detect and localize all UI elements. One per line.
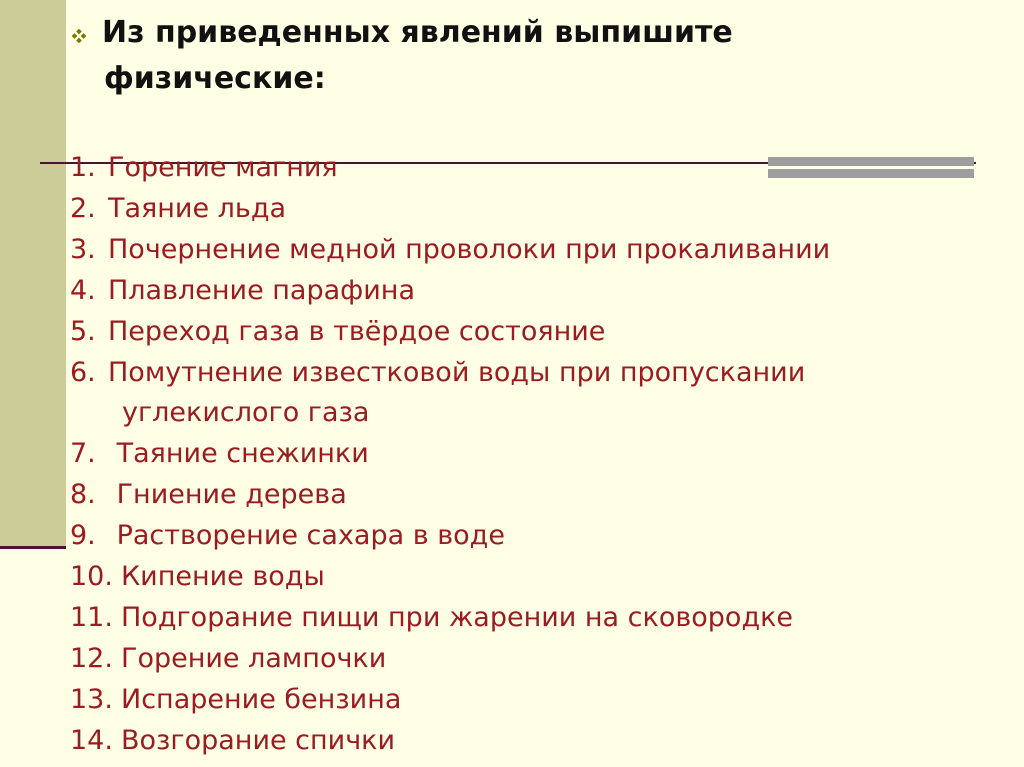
phenomena-list: [70, 148, 1010, 762]
list-item: [70, 312, 1010, 353]
slide-title-line-1: Из приведенных явлений выпишите: [102, 15, 733, 50]
item-text: Почернение медной проволоки при прокаливании: [108, 233, 831, 265]
list-item: [70, 434, 1010, 475]
list-item: [70, 475, 1010, 516]
item-number: 12.: [70, 642, 113, 674]
item-text: Испарение бензина: [121, 683, 402, 715]
item-number: 8.: [70, 479, 96, 511]
list-item-continuation: [70, 393, 1010, 434]
list-item: [70, 721, 1010, 762]
item-number: 10.: [70, 561, 113, 593]
item-number: 3.: [70, 233, 96, 265]
item-text: Подгорание пищи при жарении на сковородке: [121, 601, 794, 633]
item-number: 14.: [70, 724, 113, 756]
item-text: Гниение дерева: [108, 479, 347, 511]
item-text: Растворение сахара в воде: [108, 520, 505, 552]
side-divider-line: [0, 546, 66, 549]
list-item: [70, 271, 1010, 312]
slide-title-line-2: физические:: [104, 61, 326, 96]
item-text-continuation: углекислого газа: [122, 397, 370, 429]
item-number: 4.: [70, 274, 96, 306]
item-text: Таяние льда: [108, 192, 287, 224]
item-text: Горение магния: [108, 152, 338, 183]
item-text: Кипение воды: [121, 561, 325, 593]
item-number: 11.: [70, 601, 113, 633]
list-item: [70, 189, 1010, 230]
list-item: [70, 516, 1010, 557]
item-number: 6.: [70, 356, 96, 388]
item-number: 1.: [70, 152, 96, 183]
list-item: [70, 680, 1010, 721]
item-number: 5.: [70, 315, 96, 347]
list-item: [70, 598, 1010, 639]
item-text: Горение лампочки: [121, 642, 387, 674]
decorative-side-bar: [0, 0, 66, 548]
diamond-bullet-icon: [72, 29, 86, 43]
item-text: Помутнение известковой воды при пропускании: [108, 356, 806, 388]
list-item: [70, 639, 1010, 680]
item-number: 13.: [70, 683, 113, 715]
item-number: 2.: [70, 192, 96, 224]
item-text: Таяние снежинки: [108, 438, 369, 470]
item-number: 9.: [70, 520, 96, 552]
item-number: 7.: [70, 438, 96, 470]
list-item: [70, 230, 1010, 271]
list-item: [70, 353, 1010, 394]
item-text: Возгорание спички: [121, 724, 396, 756]
list-item: [70, 557, 1010, 598]
item-text: Плавление парафина: [108, 274, 415, 306]
item-text: Переход газа в твёрдое состояние: [108, 315, 606, 347]
list-item: [70, 148, 1010, 189]
